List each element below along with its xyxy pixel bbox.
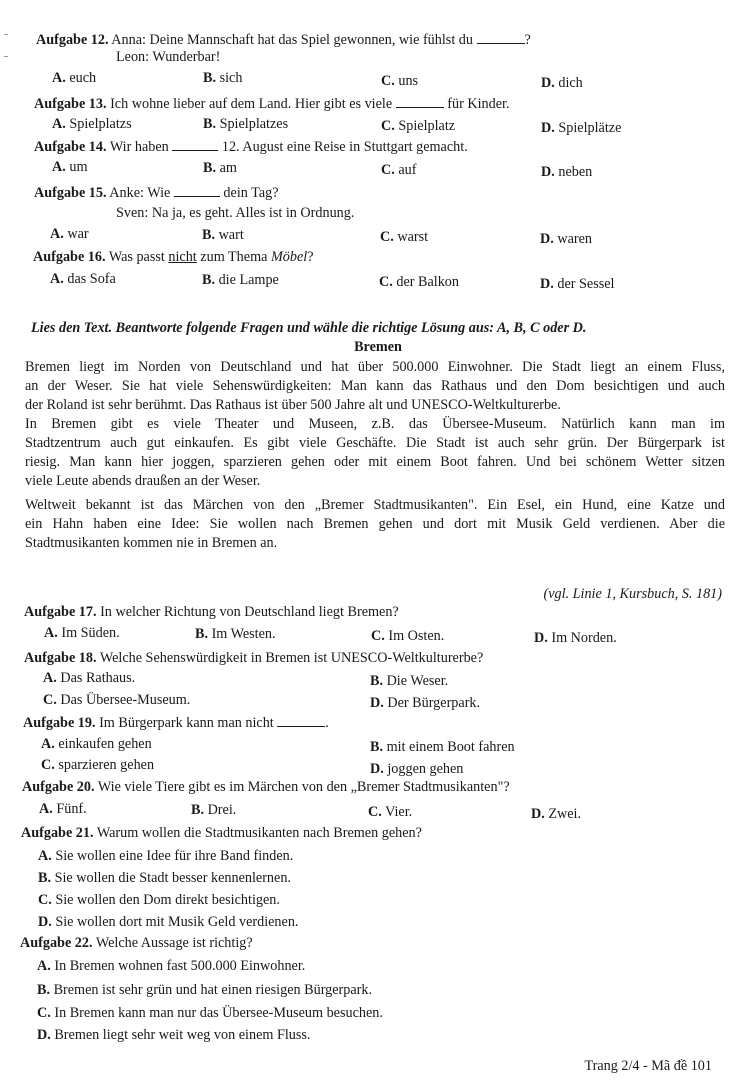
question-label: Aufgabe 14.: [34, 139, 107, 155]
q15-option-b[interactable]: [202, 227, 244, 245]
option-text: Spielplatzes: [219, 116, 289, 132]
option-text: Die Weser.: [386, 673, 449, 689]
q16-option-b[interactable]: [202, 272, 279, 290]
option-letter: A.: [43, 670, 57, 686]
option-letter: A.: [38, 848, 52, 864]
q12-option-a[interactable]: [52, 70, 96, 88]
option-letter: C.: [371, 628, 385, 644]
option-letter: B.: [37, 982, 51, 998]
option-letter: C.: [38, 892, 52, 908]
option-letter: B.: [195, 626, 209, 642]
q21-option-d[interactable]: [38, 914, 298, 932]
question-19: [23, 714, 329, 733]
q22-option-c[interactable]: [37, 1005, 383, 1023]
reading-paragraph-2: [25, 416, 725, 492]
option-letter: D.: [38, 914, 52, 930]
option-letter: D.: [37, 1027, 51, 1043]
q16-option-c[interactable]: [379, 274, 459, 292]
option-letter: D.: [541, 120, 555, 136]
question-12: [36, 31, 531, 50]
option-letter: D.: [540, 276, 554, 292]
option-text: Sie wollen die Stadt besser kennenlernen.: [54, 870, 291, 886]
q20-option-c[interactable]: [368, 804, 412, 822]
option-text: uns: [398, 73, 419, 89]
q13-option-d[interactable]: [541, 120, 621, 138]
question-text-end: 12. August eine Reise in Stuttgart gemacht.: [221, 139, 468, 155]
option-text: Spielplatzs: [69, 116, 132, 132]
option-text: Das Rathaus.: [60, 670, 136, 686]
question-15: [34, 184, 279, 203]
option-text: Das Übersee-Museum.: [60, 692, 191, 708]
option-text: war: [67, 226, 89, 242]
q16-option-a[interactable]: [50, 271, 116, 289]
option-letter: A.: [52, 159, 66, 175]
q13-option-a[interactable]: [52, 116, 132, 134]
q14-option-c[interactable]: [381, 162, 416, 180]
option-letter: D.: [534, 630, 548, 646]
q22-option-d[interactable]: [37, 1027, 310, 1045]
q22-option-a[interactable]: [37, 958, 305, 976]
option-letter: C.: [381, 118, 395, 134]
option-text: Sie wollen dort mit Musik Geld verdienen.: [55, 914, 299, 930]
question-label: Aufgabe 19.: [23, 715, 96, 731]
q18-option-a[interactable]: [43, 670, 135, 688]
question-label: Aufgabe 20.: [22, 779, 95, 795]
option-text: warst: [397, 229, 429, 245]
option-text: mit einem Boot fahren: [386, 739, 515, 755]
q18-option-b[interactable]: [370, 673, 448, 691]
q21-option-a[interactable]: [38, 848, 293, 866]
option-text: Im Westen.: [211, 626, 276, 642]
question-text: Im Bürgerpark kann man nicht: [99, 715, 274, 731]
option-text: wart: [218, 227, 244, 243]
question-text-end: ?: [307, 249, 314, 265]
question-text: In welcher Richtung von Deutschland liegt Bremen?: [100, 604, 399, 620]
option-text: joggen gehen: [387, 761, 464, 777]
option-letter: D.: [540, 231, 554, 247]
question-20: [22, 779, 510, 797]
reading-source: (vgl. Linie 1, Kursbuch, S. 181): [543, 586, 722, 602]
question-13: [34, 95, 510, 114]
question-14: [34, 138, 468, 157]
question-text-end: dein Tag?: [223, 185, 279, 201]
q19-option-a[interactable]: [41, 736, 152, 754]
option-text: neben: [558, 164, 593, 180]
option-letter: D.: [541, 75, 555, 91]
option-text: Zwei.: [548, 806, 582, 822]
question-text: Anke: Wie: [109, 185, 171, 201]
option-text: Spielplätze: [558, 120, 622, 136]
option-letter: D.: [370, 761, 384, 777]
q12-option-d[interactable]: [541, 75, 583, 93]
paragraph-line: Stadtmusikanten kommen nie in Bremen an.: [25, 535, 278, 551]
option-letter: A.: [44, 625, 58, 641]
question-label: Aufgabe 13.: [34, 96, 107, 112]
option-letter: B.: [370, 739, 384, 755]
paragraph-line: Bremen liegt im Norden von Deutschland und hat über 500.000 Einwohner. Die Stadt liegt an einem Fluss,: [25, 359, 725, 375]
option-letter: A.: [50, 226, 64, 242]
option-text: waren: [557, 231, 593, 247]
reading-paragraph-3: [25, 497, 725, 554]
question-label: Aufgabe 16.: [33, 249, 106, 265]
question-text: Wie viele Tiere gibt es im Märchen von den „Bremer Stadtmusikanten"?: [97, 779, 510, 795]
question-text-end: für Kinder.: [447, 96, 510, 112]
q12-option-c[interactable]: [381, 73, 418, 91]
paragraph-line: Stadtzentrum auch gut einkaufen. Es gibt viele Geschäfte. Die Stadt ist auch sehr grün. Der Bürgerpark ist: [25, 435, 725, 451]
option-letter: C.: [381, 73, 395, 89]
q22-option-b[interactable]: [37, 982, 372, 1000]
q18-option-c[interactable]: [43, 692, 190, 710]
question-12-reply: Leon: Wunderbar!: [116, 49, 221, 65]
option-letter: C.: [381, 162, 395, 178]
option-letter: D.: [541, 164, 555, 180]
paragraph-line: Weltweit bekannt ist das Märchen von den „Bremer Stadtmusikanten". Ein Esel, ein Hund, eine Katze und: [25, 497, 725, 513]
paragraph-line: viele Leute abends draußen an der Weser.: [25, 473, 261, 489]
reading-paragraph-1: [25, 359, 725, 416]
paragraph-line: ein Hahn haben eine Idee: Sie wollen nach Bremen gehen und dort mit Musik Geld verdienen. Aber die: [25, 516, 725, 532]
option-letter: A.: [52, 116, 66, 132]
question-18: [24, 650, 483, 668]
question-17: [24, 604, 399, 622]
option-letter: C.: [380, 229, 394, 245]
question-text-underlined: nicht: [168, 249, 197, 265]
question-text: zum Thema: [200, 249, 268, 265]
question-text-italic: Möbel: [270, 249, 308, 265]
q13-option-b[interactable]: [203, 116, 288, 134]
q21-option-c[interactable]: [38, 892, 280, 910]
option-text: Sie wollen den Dom direkt besichtigen.: [55, 892, 280, 908]
option-letter: D.: [370, 695, 384, 711]
option-text: um: [69, 159, 88, 175]
answer-blank: [396, 95, 444, 108]
option-letter: C.: [41, 757, 55, 773]
paragraph-line: riesig. Man kann hier joggen, sparzieren gehen oder mit einem Boot fahren. Und bei schönem Wetter sitzen: [25, 454, 725, 470]
reading-instruction: Lies den Text. Beantworte folgende Fragen und wähle die richtige Lösung aus: A, B, C oder D.: [31, 320, 587, 336]
question-21: [21, 825, 422, 843]
question-text: Anna: Deine Mannschaft hat das Spiel gewonnen, wie fühlst du: [111, 32, 473, 48]
reading-title: Bremen: [354, 339, 402, 355]
option-letter: B.: [203, 160, 217, 176]
q13-option-c[interactable]: [381, 118, 455, 136]
option-text: Sie wollen eine Idee für ihre Band finden.: [55, 848, 294, 864]
answer-blank: [174, 184, 220, 197]
margin-mark: [4, 56, 8, 57]
option-text: auf: [398, 162, 417, 178]
paragraph-line: In Bremen gibt es viele Theater und Museen, z.B. das Übersee-Museum. Natürlich kann man im: [25, 416, 725, 432]
question-16: [33, 249, 314, 267]
question-label: Aufgabe 21.: [21, 825, 94, 841]
q18-option-d[interactable]: [370, 695, 480, 713]
margin-mark: [4, 34, 8, 35]
page-footer: Trang 2/4 - Mã đề 101: [584, 1058, 712, 1074]
option-letter: C.: [368, 804, 382, 820]
option-text: Bremen liegt sehr weit weg von einem Fluss.: [54, 1027, 311, 1043]
option-text: Im Norden.: [551, 630, 617, 646]
option-text: Im Osten.: [388, 628, 445, 644]
option-text: sparzieren gehen: [58, 757, 155, 773]
option-letter: B.: [202, 272, 216, 288]
q17-option-b[interactable]: [195, 626, 276, 644]
q16-option-d[interactable]: [540, 276, 614, 294]
answer-blank: [277, 714, 325, 727]
q20-option-b[interactable]: [191, 802, 236, 820]
option-text: In Bremen kann man nur das Übersee-Museum besuchen.: [54, 1005, 383, 1021]
question-label: Aufgabe 17.: [24, 604, 97, 620]
option-letter: C.: [379, 274, 393, 290]
q15-option-c[interactable]: [380, 229, 428, 247]
q17-option-d[interactable]: [534, 630, 617, 648]
paragraph-line: an der Weser. Sie hat viele Sehenswürdigkeiten: Man kann das Rathaus und den Dom besichtigen und auch: [25, 378, 725, 394]
q20-option-d[interactable]: [531, 806, 581, 824]
question-label: Aufgabe 15.: [34, 185, 107, 201]
option-text: einkaufen gehen: [58, 736, 152, 752]
q14-option-d[interactable]: [541, 164, 592, 182]
q17-option-c[interactable]: [371, 628, 444, 646]
question-text: Welche Sehenswürdigkeit in Bremen ist UNESCO-Weltkulturerbe?: [99, 650, 484, 666]
option-text: Bremen ist sehr grün und hat einen riesigen Bürgerpark.: [53, 982, 373, 998]
option-letter: B.: [202, 227, 216, 243]
q14-option-b[interactable]: [203, 160, 237, 178]
option-letter: B.: [370, 673, 384, 689]
q12-option-b[interactable]: [203, 70, 242, 88]
q19-option-c[interactable]: [41, 757, 154, 775]
option-letter: C.: [43, 692, 57, 708]
option-letter: A.: [50, 271, 64, 287]
q15-option-a[interactable]: [50, 226, 89, 244]
option-text: die Lampe: [218, 272, 279, 288]
question-22: [20, 935, 253, 953]
q21-option-b[interactable]: [38, 870, 291, 888]
option-letter: A.: [37, 958, 51, 974]
option-letter: B.: [191, 802, 205, 818]
q17-option-a[interactable]: [44, 625, 120, 643]
option-text: euch: [69, 70, 97, 86]
question-label: Aufgabe 12.: [36, 32, 109, 48]
option-text: Drei.: [207, 802, 237, 818]
question-label: Aufgabe 18.: [24, 650, 97, 666]
question-text-end: ?: [524, 32, 531, 48]
option-text: am: [219, 160, 237, 176]
option-text: der Sessel: [557, 276, 615, 292]
option-letter: A.: [41, 736, 55, 752]
option-letter: B.: [203, 116, 217, 132]
option-text: Vier.: [385, 804, 413, 820]
option-text: Der Bürgerpark.: [387, 695, 481, 711]
q20-option-a[interactable]: [39, 801, 87, 819]
option-letter: A.: [39, 801, 53, 817]
answer-blank: [477, 31, 525, 44]
question-text: Ich wohne lieber auf dem Land. Hier gibt es viele: [110, 96, 393, 112]
option-letter: C.: [37, 1005, 51, 1021]
option-text: Fünf.: [56, 801, 87, 817]
option-text: dich: [558, 75, 583, 91]
question-text: Welche Aussage ist richtig?: [95, 935, 253, 951]
option-letter: D.: [531, 806, 545, 822]
option-text: der Balkon: [396, 274, 459, 290]
question-text: Wir haben: [109, 139, 169, 155]
question-text: Warum wollen die Stadtmusikanten nach Bremen gehen?: [96, 825, 422, 841]
question-text: Was passt: [108, 249, 165, 265]
option-letter: A.: [52, 70, 66, 86]
option-text: Spielplatz: [398, 118, 456, 134]
option-text: das Sofa: [67, 271, 116, 287]
question-label: Aufgabe 22.: [20, 935, 93, 951]
q14-option-a[interactable]: [52, 159, 87, 177]
option-text: In Bremen wohnen fast 500.000 Einwohner.: [54, 958, 306, 974]
option-letter: B.: [38, 870, 52, 886]
paragraph-line: der Roland ist sehr berühmt. Das Rathaus ist über 500 Jahre alt und UNESCO-Weltkulturerbe.: [25, 397, 561, 413]
question-text-end: .: [325, 715, 329, 731]
answer-blank: [172, 138, 218, 151]
q19-option-d[interactable]: [370, 761, 463, 779]
option-text: Im Süden.: [61, 625, 120, 641]
q19-option-b[interactable]: [370, 739, 515, 757]
option-letter: B.: [203, 70, 217, 86]
option-text: sich: [219, 70, 243, 86]
q15-option-d[interactable]: [540, 231, 592, 249]
question-15-reply: Sven: Na ja, es geht. Alles ist in Ordnung.: [116, 205, 355, 221]
